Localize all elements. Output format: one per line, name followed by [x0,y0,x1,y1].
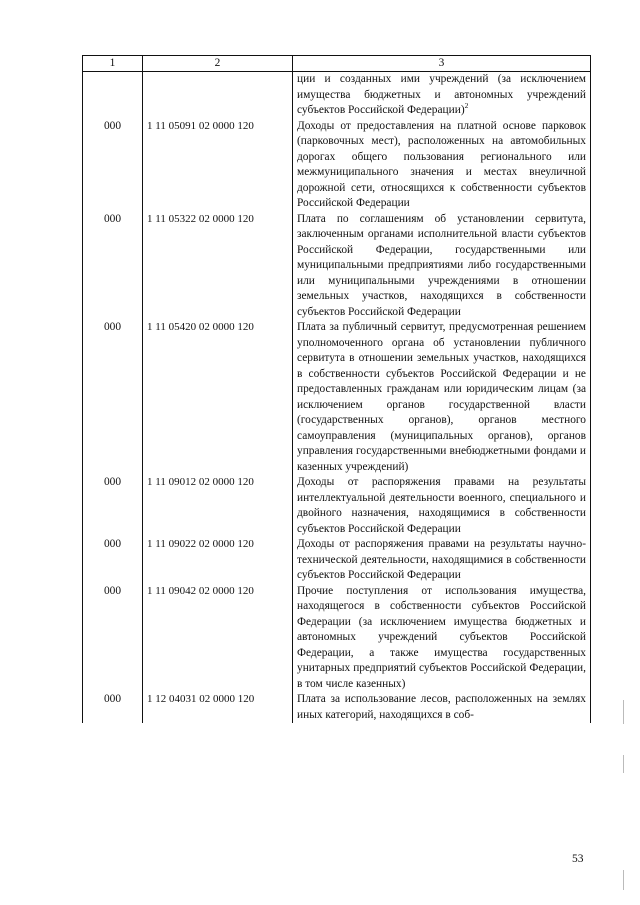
table-row [83,119,591,212]
code-cell: 1 11 09012 02 0000 120 [143,475,293,537]
admin-cell: 000 [83,537,143,584]
continuation-row [83,72,591,119]
code-cell: 1 11 09022 02 0000 120 [143,537,293,584]
continuation-code-cell [143,72,293,119]
revenue-codes-table [82,55,591,723]
scan-edge-mark [623,700,624,724]
table-row [83,212,591,321]
name-cell: Плата за публичный сервитут, предусмотренная решением уполномоченного органа об установлении публичного сервитута в отношении земельных участков, находящихся в собственности субъектов Российской Федерации и не предоставленных гражданам или юридическим лицам (за исключением органов государственной власти (государственных органов), органов местного самоуправления (муниципальных органов), органов управления государственными внебюджетными фондами и казенных учреждений) [293,320,591,475]
table-row [83,537,591,584]
scan-edge-mark [623,870,624,890]
table-row [83,692,591,723]
continuation-text: ции и созданных ими учреждений (за исключением имущества бюджетных и автономных учреждений субъектов Российской Федерации) [297,73,586,116]
table-row [83,475,591,537]
header-col-1: 1 [83,56,143,72]
page-number: 53 [572,853,584,865]
code-cell: 1 11 05420 02 0000 120 [143,320,293,475]
name-cell: Доходы от распоряжения правами на результаты научно-технической деятельности, находящимися в собственности субъектов Российской Федерации [293,537,591,584]
admin-cell: 000 [83,475,143,537]
name-cell: Плата за использование лесов, расположенных на землях иных категорий, находящихся в соб- [293,692,591,723]
continuation-name-cell [293,72,591,119]
admin-cell: 000 [83,320,143,475]
name-cell: Прочие поступления от использования имущества, находящегося в собственности субъектов Российской Федерации (за исключением имущества бюджетных и автономных учреждений субъектов Российской Федерации, а также имущества государственных унитарных предприятий субъектов Российской Федерации, в том числе казенных) [293,584,591,693]
admin-cell: 000 [83,584,143,693]
continuation-admin-cell [83,72,143,119]
footnote-marker: 2 [464,101,469,111]
scan-edge-mark [623,755,624,773]
table-row [83,584,591,693]
header-col-2: 2 [143,56,293,72]
name-cell: Доходы от предоставления на платной основе парковок (парковочных мест), расположенных на автомобильных дорогах общего пользования регионального или межмуниципального значения и местах внеуличной дорожной сети, относящихся к собственности субъектов Российской Федерации [293,119,591,212]
table-row [83,320,591,475]
admin-cell: 000 [83,692,143,723]
code-cell: 1 11 05091 02 0000 120 [143,119,293,212]
table-body [83,72,591,724]
admin-cell: 000 [83,212,143,321]
code-cell: 1 11 05322 02 0000 120 [143,212,293,321]
admin-cell: 000 [83,119,143,212]
header-col-3: 3 [293,56,591,72]
table-header [83,56,591,72]
code-cell: 1 12 04031 02 0000 120 [143,692,293,723]
code-cell: 1 11 09042 02 0000 120 [143,584,293,693]
name-cell: Плата по соглашениям об установлении сервитута, заключенным органами исполнительной власти субъектов Российской Федерации, государственными или муниципальными предприятиями либо государственными или муниципальными учреждениями в отношении земельных участков, находящихся в собственности субъектов Российской Федерации [293,212,591,321]
name-cell: Доходы от распоряжения правами на результаты интеллектуальной деятельности военного, специального и двойного назначения, находящимися в собственности субъектов Российской Федерации [293,475,591,537]
